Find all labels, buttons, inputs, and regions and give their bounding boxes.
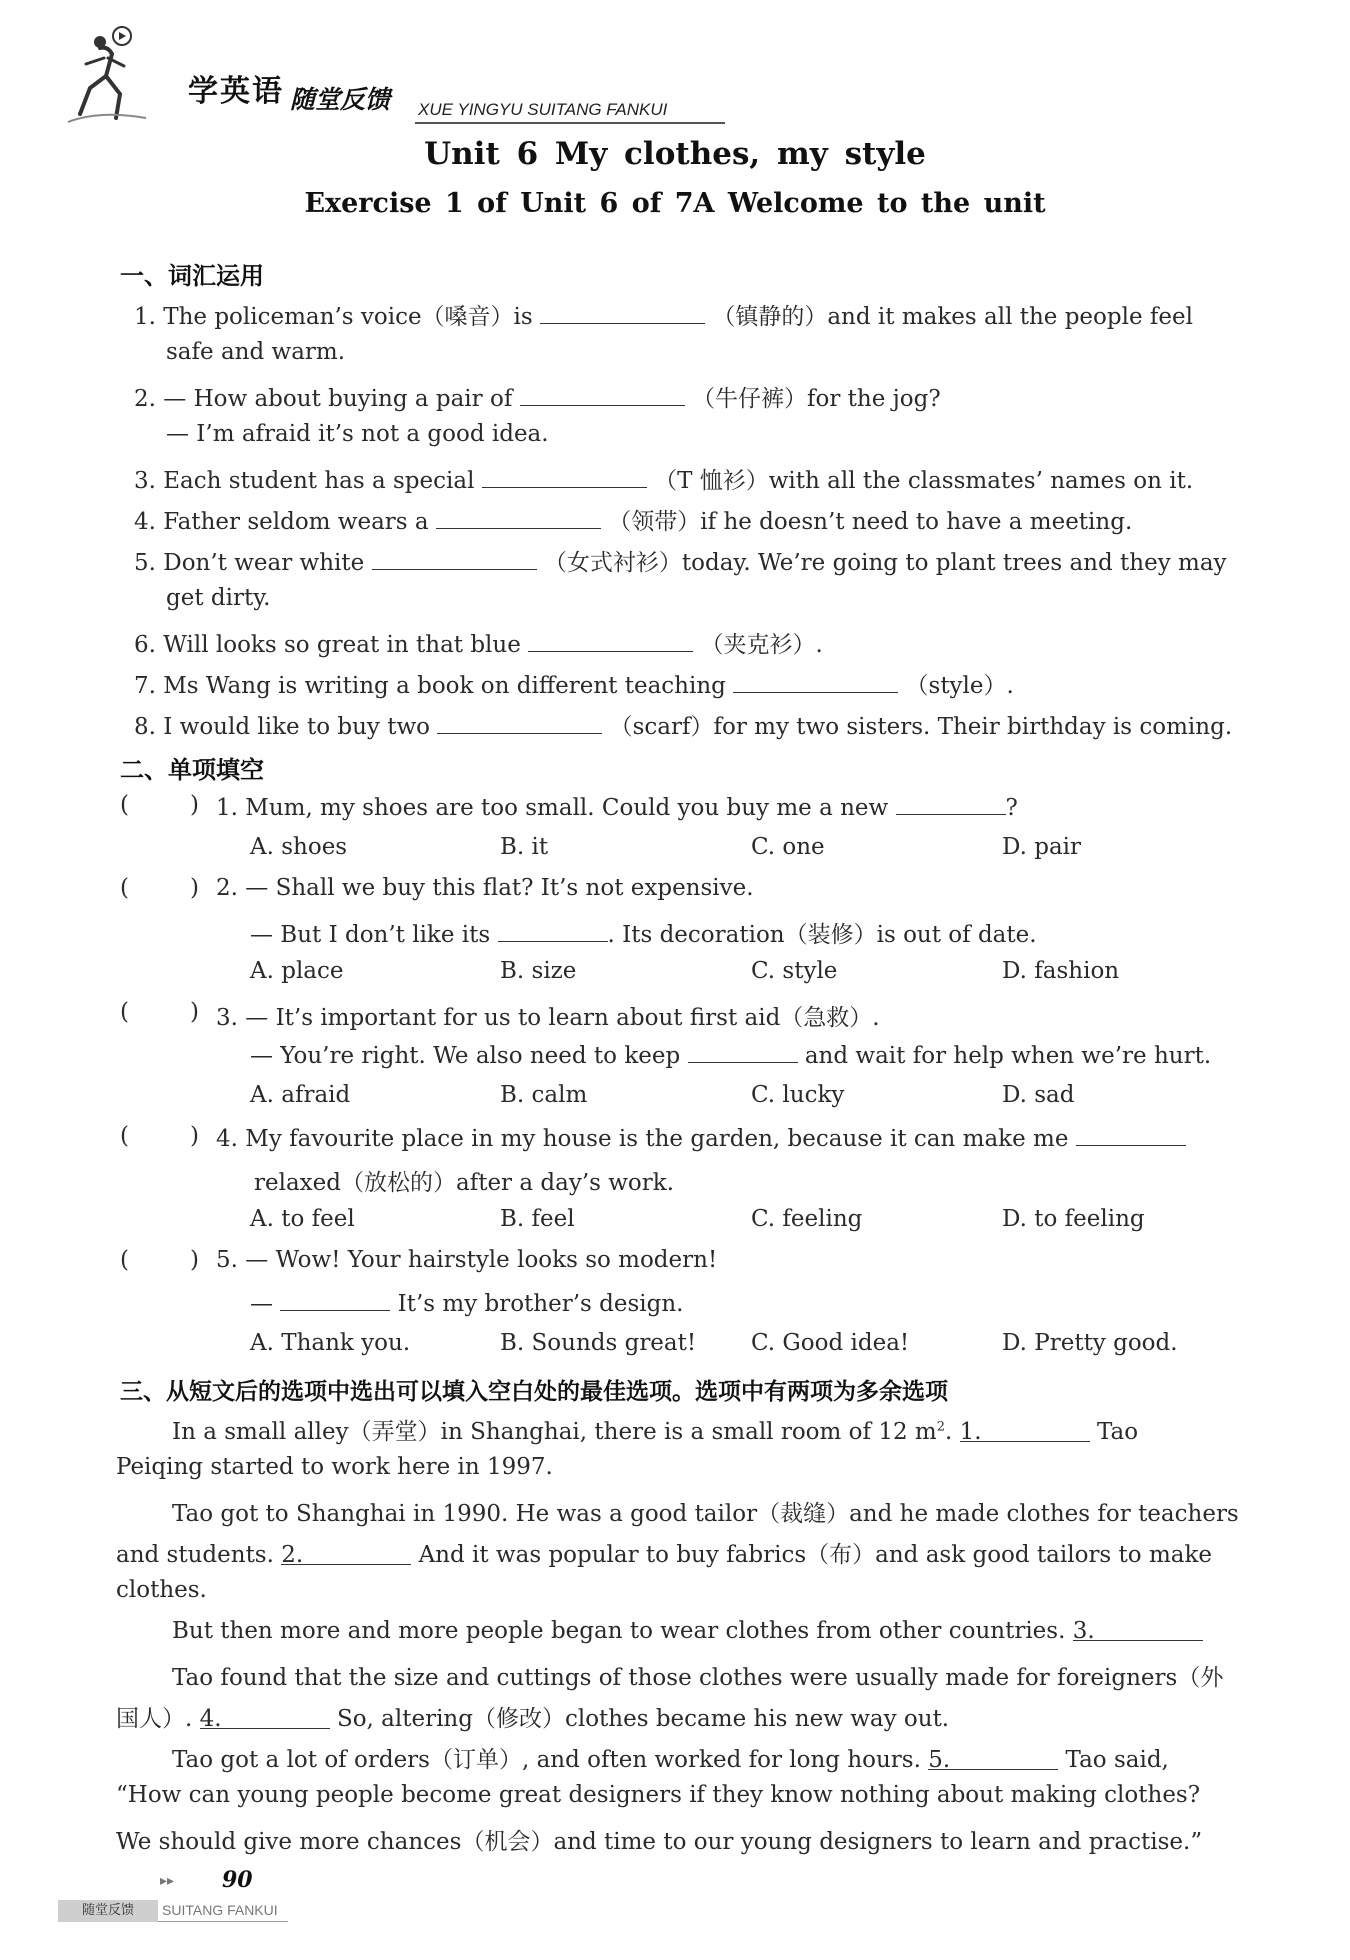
passage-blank-5[interactable]: 5.: [928, 1747, 1058, 1770]
option-b[interactable]: B. size: [500, 958, 577, 984]
header-rule: [415, 122, 725, 124]
arrow-icon: ▸▸: [160, 1873, 175, 1889]
brand-title-en: XUE YINGYU SUITANG FANKUI: [418, 100, 668, 119]
answer-paren-open[interactable]: (: [120, 792, 129, 818]
option-c[interactable]: C. feeling: [751, 1206, 863, 1232]
answer-blank[interactable]: [482, 465, 647, 488]
footer-label-en: SUITANG FANKUI: [162, 1902, 278, 1918]
option-d[interactable]: D. sad: [1002, 1082, 1075, 1108]
option-a[interactable]: A. place: [250, 958, 344, 984]
answer-paren-open[interactable]: (: [120, 1247, 129, 1273]
answer-paren-open[interactable]: (: [120, 1123, 129, 1149]
vocab-item-1-cont: safe and warm.: [166, 339, 346, 365]
section-3-heading: 三、从短文后的选项中选出可以填入空白处的最佳选项。选项中有两项为多余选项: [120, 1379, 948, 1405]
footer-rule: [158, 1921, 288, 1922]
passage-line: In a small alley（弄堂）in Shanghai, there is a small room of 12 $m^2$. 1. Tao: [172, 1419, 1139, 1445]
answer-blank[interactable]: [498, 919, 608, 942]
answer-blank[interactable]: [540, 301, 705, 324]
option-b[interactable]: B. it: [500, 834, 549, 860]
option-c[interactable]: C. lucky: [751, 1082, 845, 1108]
answer-blank[interactable]: [436, 506, 601, 529]
mc-question-4: 4. My favourite place in my house is the garden, because it can make me: [216, 1123, 1186, 1152]
answer-blank[interactable]: [1076, 1123, 1186, 1146]
passage-line: We should give more chances（机会）and time to our young designers to learn and practise.”: [116, 1829, 1203, 1855]
footer-banner: [58, 1900, 288, 1922]
answer-paren-open[interactable]: (: [120, 875, 129, 901]
answer-paren-close: ): [190, 999, 199, 1025]
passage-line: clothes.: [116, 1577, 207, 1603]
option-c[interactable]: C. one: [751, 834, 825, 860]
option-b[interactable]: B. feel: [500, 1206, 575, 1232]
option-a[interactable]: A. to feel: [250, 1206, 355, 1232]
option-c[interactable]: C. Good idea!: [751, 1330, 910, 1356]
mc-question-5: 5. — Wow! Your hairstyle looks so modern!: [216, 1247, 718, 1273]
option-d[interactable]: D. fashion: [1002, 958, 1120, 984]
vocab-item-2: 2. — How about buying a pair of （牛仔裤）for the jog?: [134, 380, 941, 413]
option-a[interactable]: A. afraid: [250, 1082, 351, 1108]
answer-blank[interactable]: [520, 383, 685, 406]
option-a[interactable]: A. shoes: [250, 834, 348, 860]
runner-logo-icon: [60, 18, 150, 128]
passage-line: Tao found that the size and cuttings of those clothes were usually made for foreigners（外: [172, 1665, 1224, 1691]
vocab-item-4: 4. Father seldom wears a （领带）if he doesn’t need to have a meeting.: [134, 503, 1132, 536]
answer-blank[interactable]: [528, 629, 693, 652]
option-b[interactable]: B. Sounds great!: [500, 1330, 697, 1356]
passage-line: Peiqing started to work here in 1997.: [116, 1454, 553, 1480]
passage-line: But then more and more people began to wear clothes from other countries. 3.: [172, 1618, 1203, 1644]
passage-line: 国人）. 4. So, altering（修改）clothes became his new way out.: [116, 1706, 950, 1732]
answer-blank[interactable]: [733, 670, 898, 693]
passage-line: and students. 2. And it was popular to buy fabrics（布）and ask good tailors to make: [116, 1542, 1213, 1568]
vocab-item-5-cont: get dirty.: [166, 585, 271, 611]
answer-blank[interactable]: [688, 1040, 798, 1063]
page-number: 90: [222, 1867, 253, 1893]
answer-blank[interactable]: [372, 547, 537, 570]
mc-question-3: 3. — It’s important for us to learn about first aid（急救）.: [216, 1005, 880, 1031]
vocab-item-8: 8. I would like to buy two （scarf）for my two sisters. Their birthday is coming.: [134, 708, 1232, 741]
footer-label-cn: 随堂反馈: [58, 1900, 158, 1922]
option-d[interactable]: D. pair: [1002, 834, 1082, 860]
passage-blank-1[interactable]: 1.: [960, 1419, 1090, 1442]
passage-line: Tao got to Shanghai in 1990. He was a good tailor（裁缝）and he made clothes for teachers: [172, 1501, 1239, 1527]
passage-blank-2[interactable]: 2.: [281, 1542, 411, 1565]
answer-paren-close: ): [190, 792, 199, 818]
vocab-item-1: 1. The policeman’s voice（嗓音）is （镇静的）and it makes all the people feel: [134, 298, 1193, 331]
vocab-item-5: 5. Don’t wear white （女式衬衫）today. We’re going to plant trees and they may: [134, 544, 1227, 577]
vocab-item-6: 6. Will looks so great in that blue （夹克衫）.: [134, 626, 823, 659]
passage-line: Tao got a lot of orders（订单）, and often worked for long hours. 5. Tao said,: [172, 1747, 1169, 1773]
answer-blank[interactable]: [896, 792, 1006, 815]
passage-blank-4[interactable]: 4.: [200, 1706, 330, 1729]
passage-line: “How can young people become great designers if they know nothing about making clothes?: [116, 1782, 1201, 1808]
mc-question-4-cont: relaxed（放松的）after a day’s work.: [254, 1170, 675, 1196]
exercise-subtitle: Exercise 1 of Unit 6 of 7A Welcome to the unit: [304, 188, 1046, 219]
answer-paren-close: ): [190, 1247, 199, 1273]
option-d[interactable]: D. to feeling: [1002, 1206, 1145, 1232]
answer-paren-close: ): [190, 1123, 199, 1149]
vocab-item-3: 3. Each student has a special （T 恤衫）with all the classmates’ names on it.: [134, 462, 1193, 495]
section-2-heading: 二、单项填空: [120, 756, 264, 784]
mc-question-5-reply: — It’s my brother’s design.: [250, 1288, 684, 1317]
section-1-heading: 一、词汇运用: [120, 262, 264, 290]
mc-question-2-reply: — But I don’t like its . Its decoration（装修）is out of date.: [250, 916, 1037, 949]
answer-blank[interactable]: [280, 1288, 390, 1311]
vocab-item-2-reply: — I’m afraid it’s not a good idea.: [166, 421, 549, 447]
answer-paren-open[interactable]: (: [120, 999, 129, 1025]
option-d[interactable]: D. Pretty good.: [1002, 1330, 1178, 1356]
answer-paren-close: ): [190, 875, 199, 901]
mc-question-2: 2. — Shall we buy this flat? It’s not expensive.: [216, 875, 754, 901]
brand-title-cn: 学英语: [188, 74, 284, 109]
mc-question-3-reply: — You’re right. We also need to keep and wait for help when we’re hurt.: [250, 1040, 1211, 1069]
passage-blank-3[interactable]: 3.: [1073, 1618, 1203, 1641]
unit-title: Unit 6 My clothes, my style: [424, 136, 926, 172]
answer-blank[interactable]: [437, 711, 602, 734]
brand-subtitle-cn: 随堂反馈: [290, 85, 391, 114]
header-banner: [60, 18, 680, 128]
option-a[interactable]: A. Thank you.: [250, 1330, 411, 1356]
option-c[interactable]: C. style: [751, 958, 838, 984]
option-b[interactable]: B. calm: [500, 1082, 588, 1108]
mc-question-1: 1. Mum, my shoes are too small. Could you buy me a new ?: [216, 792, 1018, 821]
vocab-item-7: 7. Ms Wang is writing a book on different teaching （style）.: [134, 667, 1014, 700]
